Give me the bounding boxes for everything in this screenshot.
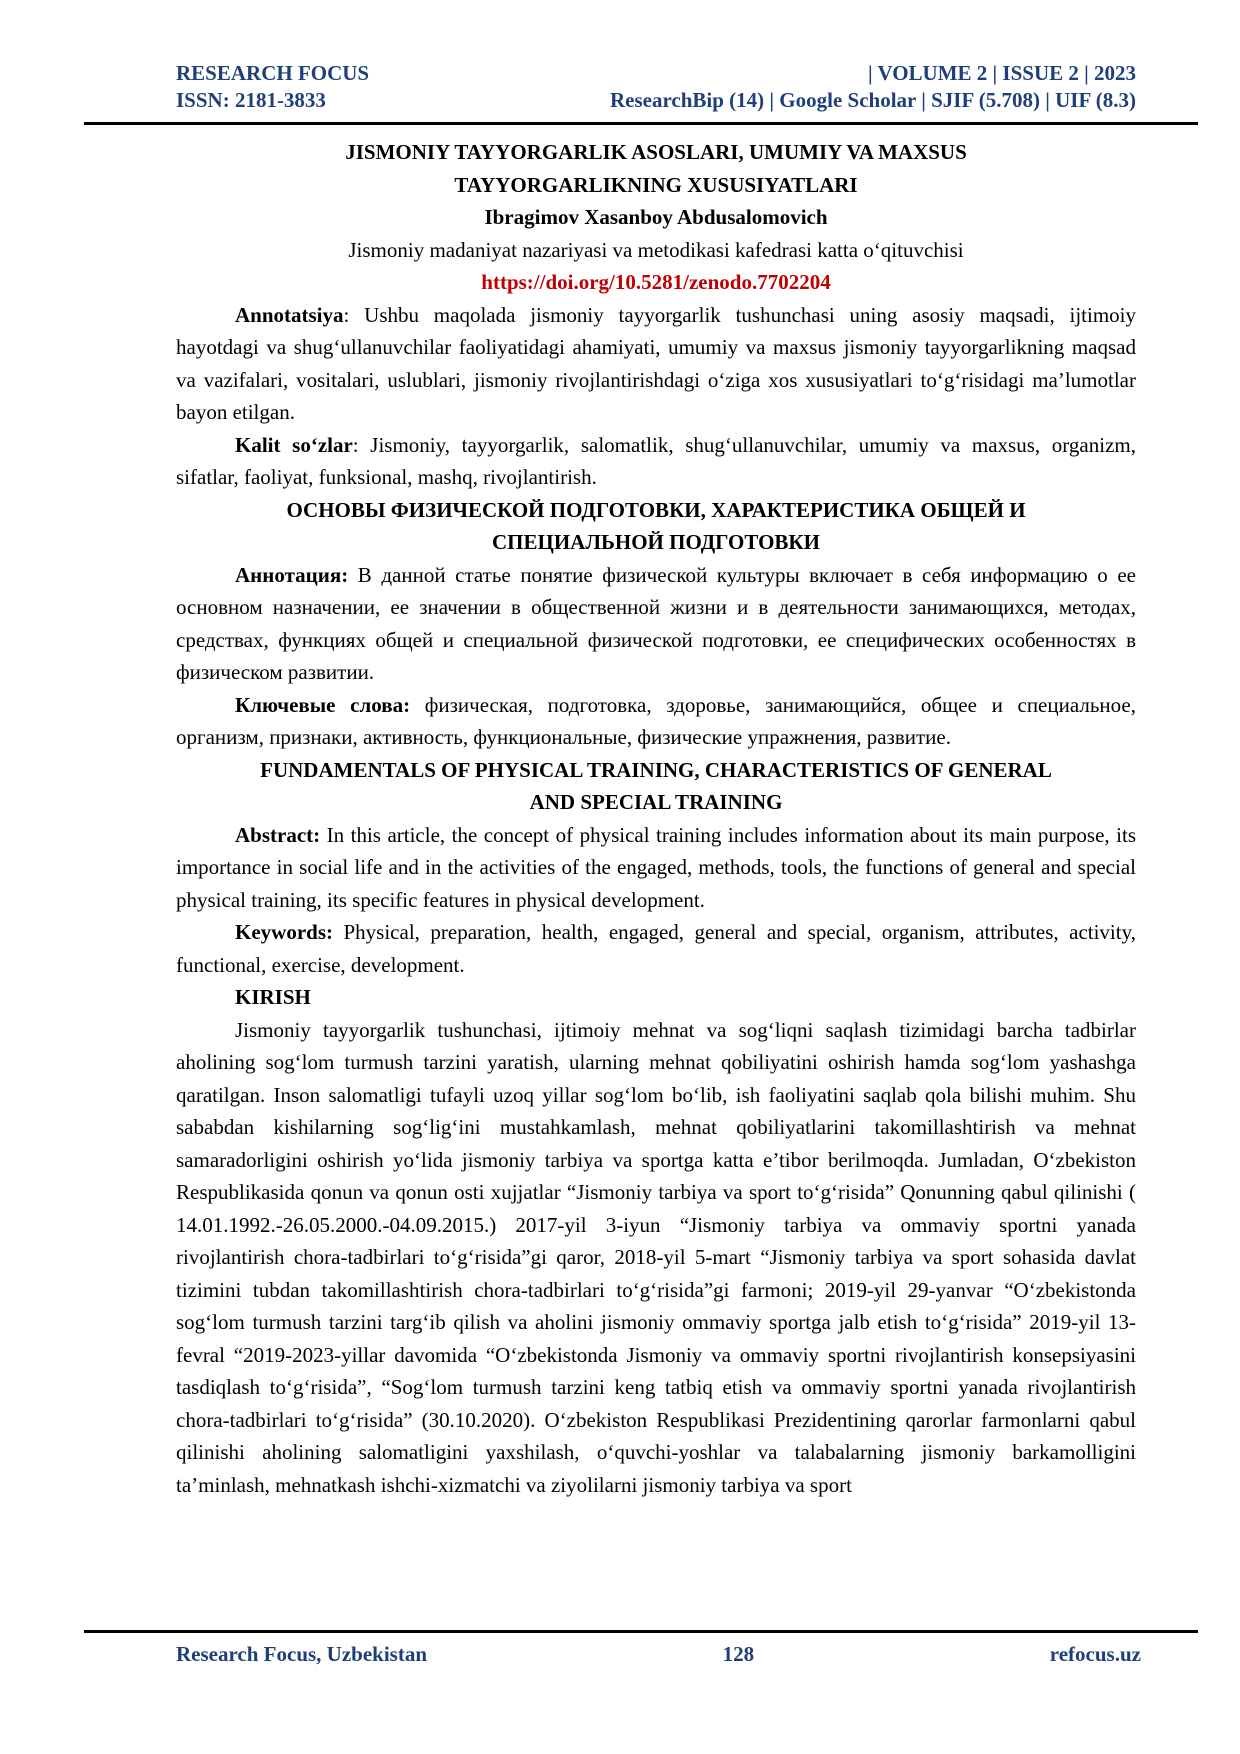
issn: ISSN: 2181-3833 (176, 88, 326, 112)
keywords-ru-label: Ключевые слова: (235, 692, 411, 717)
annotation-ru-text: В данной статье понятие физической культуры включает в себя информацию о ее основном назначении, ее значении в общественной жизни и в деятельности занимающихся, методах, средствах, функциях общей и специальной физической подготовки, ее специфических особенностях в физическом развитии. (176, 562, 1136, 684)
page-footer (176, 1640, 1141, 1668)
title-uz-line1: JISMONIY TAYYORGARLIK ASOSLARI, UMUMIY VA MAXSUS (345, 140, 967, 164)
keywords-en (176, 916, 1136, 981)
annotation-ru-label: Аннотация: (235, 562, 349, 587)
page-number: 128 (722, 1642, 755, 1666)
article-body (176, 136, 1136, 1501)
footer-journal: Research Focus, Uzbekistan (176, 1642, 428, 1666)
footer-rule (84, 1630, 1198, 1633)
author-affiliation: Jismoniy madaniyat nazariyasi va metodikasi kafedrasi katta o‘qituvchisi (348, 237, 964, 262)
title-ru-line1: ОСНОВЫ ФИЗИЧЕСКОЙ ПОДГОТОВКИ, ХАРАКТЕРИСТИКА ОБЩЕЙ И (286, 497, 1026, 522)
volume-issue: | VOLUME 2 | ISSUE 2 | 2023 (867, 61, 1136, 85)
keywords-ru (176, 689, 1136, 754)
intro-heading: KIRISH (235, 985, 311, 1009)
title-ru-line2: СПЕЦИАЛЬНОЙ ПОДГОТОВКИ (491, 530, 820, 554)
index-list: ResearchBip (14) | Google Scholar | SJIF (5.708) | UIF (8.3) (609, 88, 1136, 112)
page-header (176, 60, 1136, 120)
keywords-ru-text: физическая, подготовка, здоровье, занимающийся, общее и специальное, организм, признаки, активность, функциональные, физические упражнения, развитие. (176, 692, 1136, 749)
header-line-1 (176, 60, 1136, 87)
title-en-line2: AND SPECIAL TRAINING (529, 790, 783, 814)
annotation-uz-text: : Ushbu maqolada jismoniy tayyorgarlik tushunchasi uning asosiy maqsadi, ijtimoiy hayotdagi va shug‘ullanuvchilar faoliyatidagi ahamiyati, umumiy va maxsus jismoniy tayyorgarlikning maqsad va vazifalari, vositalari, uslublari, jismoniy rivojlantirishdagi o‘ziga xos xususiyatlari to‘g‘risidagi ma’lumotlar bayon etilgan. (176, 302, 1136, 424)
author-name: Ibragimov Xasanboy Abdusalomovich (484, 205, 828, 229)
title-en-line1: FUNDAMENTALS OF PHYSICAL TRAINING, CHARACTERISTICS OF GENERAL (260, 757, 1052, 782)
header-line-2 (176, 87, 1136, 114)
keywords-en-text: Physical, preparation, health, engaged, general and special, organism, attributes, activity, functional, exercise, development. (176, 920, 1136, 977)
keywords-uz-label: Kalit so‘zlar (235, 432, 353, 457)
intro-paragraph: Jismoniy tayyorgarlik tushunchasi, ijtimoiy mehnat va sog‘liqni saqlash tizimidagi barcha tadbirlar aholining sog‘lom turmush tarzini yaratish, ularning mehnat qobiliyatini oshirish hamda sog‘lom yashashga qaratilgan. Inson salomatligi tufayli uzoq yillar sog‘lom bo‘lib, ish faoliyatini saqlab qola bilishi muhim. Shu sababdan kishilarning sog‘lig‘ini mustahkamlash, mehnat qobiliyatlarini takomillashtirish va mehnat samaradorligini oshirish yo‘lida jismoniy tarbiya va sportga katta e’tibor berilmoqda. Jumladan, O‘zbekiston Respublikasida qonun va qonun osti xujjatlar “Jismoniy tarbiya va sport to‘g‘risida” Qonunning qabul qilinishi ( 14.01.1992.-26.05.2000.-04.09.2015.) 2017-yil 3-iyun “Jismoniy tarbiya va ommaviy sportni yanada rivojlantirish chora-tadbirlari to‘g‘risida”gi qaror, 2018-yil 5-mart “Jismoniy tarbiya va sport sohasida davlat tizimini tubdan takomillashtirish chora-tadbirlari to‘g‘risida”gi farmoni; 2019-yil 29-yanvar “O‘zbekistonda sog‘lom turmush tarzini targ‘ib qilish va aholini jismoniy ommaviy sportga jalb etish to‘g‘risida” 2019-yil 13-fevral “2019-2023-yillar davomida “O‘zbekistonda Jismoniy va ommaviy sportni rivojlantirish konsepsiyasini tasdiqlash to‘g‘risida”, “Sog‘lom turmush tarzini keng tatbiq etish va ommaviy sportni yanada rivojlantirish chora-tadbirlari to‘g‘risida” (30.10.2020). O‘zbekiston Respublikasi Prezidentining qarorlar farmonlarni qabul qilinishi aholining salomatligini yaxshilash, o‘quvchi-yoshlar va talabalarning jismoniy barkamolligini ta’minlash, mehnatkash ishchi-xizmatchi va ziyolilarni jismoniy tarbiya va sport (176, 1017, 1136, 1497)
keywords-uz-text: : Jismoniy, tayyorgarlik, salomatlik, shug‘ullanuvchilar, umumiy va maxsus, organizm, sifatlar, faoliyat, funksional, mashq, rivojlantirish. (176, 432, 1136, 489)
abstract-en-label: Abstract: (235, 822, 321, 847)
header-rule (84, 122, 1198, 125)
abstract-en (176, 819, 1136, 917)
title-uz-line2: TAYYORGARLIKNING XUSUSIYATLARI (454, 172, 858, 197)
annotation-uz-label: Annotatsiya (235, 302, 344, 327)
abstract-en-text: In this article, the concept of physical training includes information about its main purpose, its importance in social life and in the activities of the engaged, methods, tools, the functions of general and special physical training, its specific features in physical development. (176, 822, 1136, 912)
keywords-uz (176, 429, 1136, 494)
journal-name: RESEARCH FOCUS (176, 61, 370, 85)
keywords-en-label: Keywords: (235, 920, 333, 944)
annotation-uz (176, 299, 1136, 429)
doi-link[interactable]: https://doi.org/10.5281/zenodo.7702204 (481, 270, 831, 294)
annotation-ru (176, 559, 1136, 689)
footer-website[interactable]: refocus.uz (1049, 1642, 1141, 1666)
